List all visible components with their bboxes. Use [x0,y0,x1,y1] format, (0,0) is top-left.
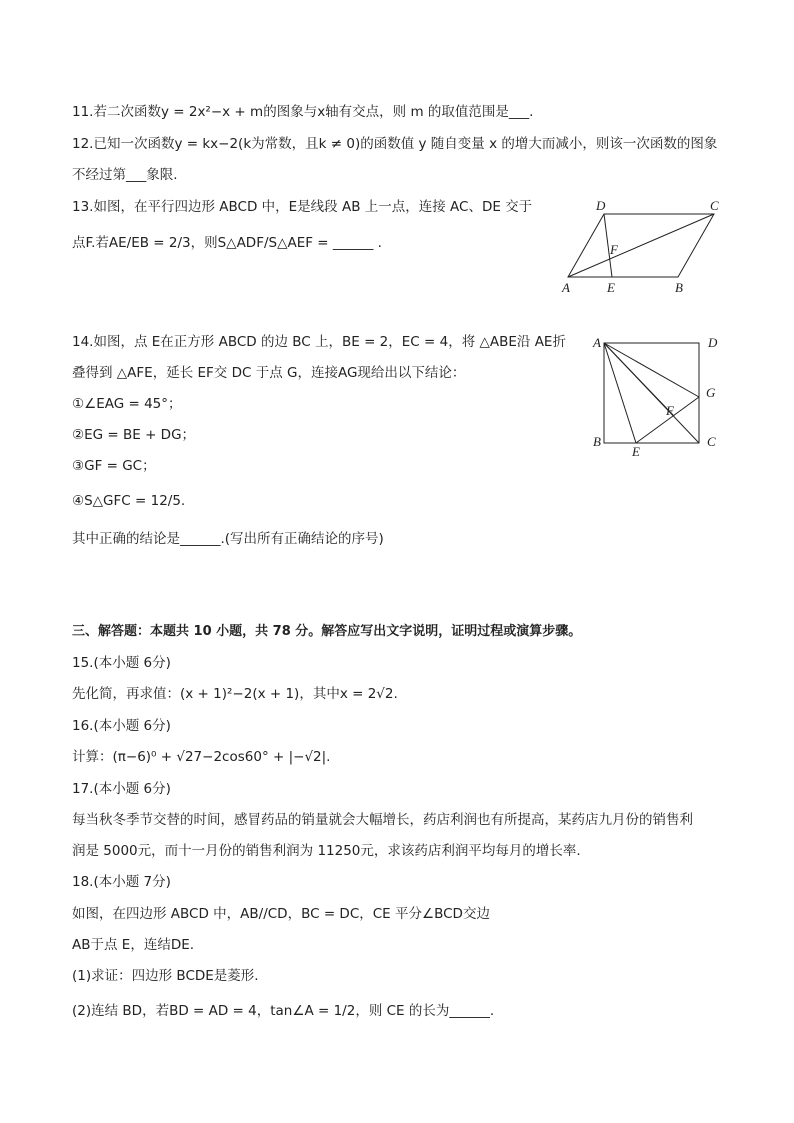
label-b: B [593,434,601,449]
question-18-header: 18.(本小题 7分) [72,874,171,890]
question-14-conclusion-2: ②EG = BE + DG； [72,427,196,443]
question-14-conclusion-3: ③GF = GC； [72,458,156,474]
label-e: E [632,444,640,459]
question-17-header: 17.(本小题 6分) [72,781,171,797]
question-17-line-1: 每当秋冬季节交替的时间，感冒药品的销量就会大幅增长，药店利润也有所提高，某药店九月份的销售利 [72,812,693,828]
label-c: C [707,434,716,449]
question-18-line-2: AB于点 E，连结DE. [72,937,195,953]
question-17-line-2: 润是 5000元，而十一月份的销售利润为 11250元，求该药店利润平均每月的增长率. [72,843,581,859]
question-15-body: 先化简，再求值：(x + 1)²−2(x + 1)，其中x = 2√2. [72,686,398,702]
label-f: F [666,403,674,418]
label-d: D [708,335,718,350]
label-d: D [596,198,606,213]
question-14-line-2: 叠得到 △AFE，延长 EF交 DC 于点 G，连接AG现给出以下结论： [72,365,466,381]
question-15-header: 15.(本小题 6分) [72,655,171,671]
question-18-part-2: (2)连结 BD，若BD = AD = 4，tan∠A = 1/2，则 CE 的长为______. [72,1003,495,1019]
section-3-heading: 三、解答题：本题共 10 小题，共 78 分。解答应写出文字说明，证明过程或演算步骤。 [72,624,582,639]
question-14-line-1: 14.如图，点 E在正方形 ABCD 的边 BC 上，BE = 2，EC = 4，将 △ABE沿 AE折 [72,334,566,350]
label-g: G [706,385,716,400]
label-a: A [593,335,601,350]
label-a: A [562,280,570,295]
label-c: C [710,198,719,213]
label-f: F [610,242,618,257]
figure-13-parallelogram [558,196,728,296]
label-e: E [607,280,615,295]
question-13-line-1: 13.如图，在平行四边形 ABCD 中，E是线段 AB 上一点，连接 AC、DE 交于 [72,199,533,215]
question-14-conclusion-4: ④S△GFC = 12/5. [72,493,186,509]
question-12-line-2: 不经过第___象限. [72,167,178,183]
label-b: B [675,280,683,295]
figure-14-square [590,333,722,460]
question-18-part-1: (1)求证：四边形 BCDE是菱形. [72,968,259,984]
question-14-answer-line: 其中正确的结论是______.(写出所有正确结论的序号) [72,531,384,547]
question-13-line-2: 点F.若AE/EB = 2/3，则S△ADF/S△AEF = ______ . [72,235,382,251]
question-16-header: 16.(本小题 6分) [72,718,171,734]
question-16-body: 计算：(π−6)⁰ + √27−2cos60° + |−√2|. [72,749,331,765]
segment-ac [604,343,699,443]
question-18-line-1: 如图，在四边形 ABCD 中，AB//CD，BC = DC，CE 平分∠BCD交边 [72,906,490,922]
question-11: 11.若二次函数y = 2x²−x + m的图象与x轴有交点，则 m 的取值范围是___. [72,104,534,120]
question-14-conclusion-1: ①∠EAG = 45°； [72,396,182,412]
diagonal-ac [568,214,714,277]
question-12-line-1: 12.已知一次函数y = kx−2(k为常数，且k ≠ 0)的函数值 y 随自变量 x 的增大而减小，则该一次函数的图象 [72,136,718,152]
